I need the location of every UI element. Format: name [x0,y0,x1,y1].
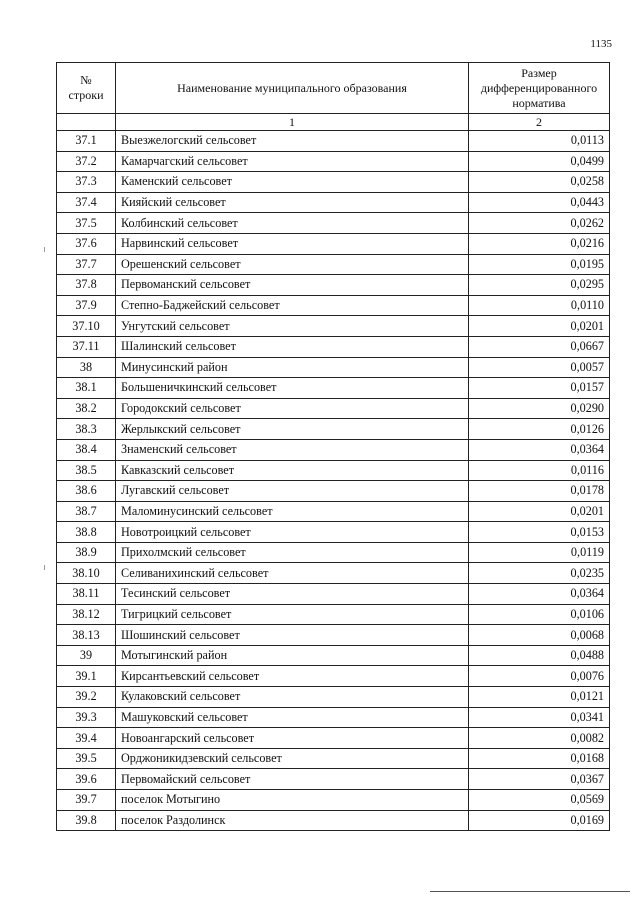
municipality-name: поселок Мотыгино [116,790,469,811]
municipality-name: Кияйский сельсовет [116,192,469,213]
table-row [57,501,610,522]
row-number: 39.7 [57,790,116,811]
row-number: 38.11 [57,584,116,605]
row-number: 38.8 [57,522,116,543]
row-number: 38 [57,357,116,378]
table-row [57,336,610,357]
table-row [57,316,610,337]
normative-value: 0,0667 [469,336,610,357]
row-number: 37.2 [57,151,116,172]
header-size-line-1: Размер [521,65,557,80]
municipality-name: Первоманский сельсовет [116,275,469,296]
table-row [57,357,610,378]
normative-value: 0,0443 [469,192,610,213]
table-row [57,625,610,646]
row-number: 37.3 [57,172,116,193]
row-number: 37.11 [57,336,116,357]
normative-value: 0,0121 [469,687,610,708]
row-number: 38.7 [57,501,116,522]
table-header [57,63,610,131]
municipality-name: Орешенский сельсовет [116,254,469,275]
column-index-empty [57,114,116,131]
municipality-name: Степно-Баджейский сельсовет [116,295,469,316]
normative-value: 0,0168 [469,748,610,769]
normative-value: 0,0216 [469,233,610,254]
municipality-name: Тесинский сельсовет [116,584,469,605]
municipality-name: Знаменский сельсовет [116,439,469,460]
normative-value: 0,0082 [469,728,610,749]
row-number: 39.2 [57,687,116,708]
table-row [57,254,610,275]
table-row [57,131,610,152]
margin-tick [44,565,45,570]
normative-value: 0,0499 [469,151,610,172]
header-number-word: строки [68,88,104,102]
municipality-name: Кулаковский сельсовет [116,687,469,708]
municipality-name: Шошинский сельсовет [116,625,469,646]
row-number: 38.6 [57,481,116,502]
normative-value: 0,0569 [469,790,610,811]
municipality-name: Мотыгинский район [116,645,469,666]
header-normative-size [469,63,610,114]
row-number: 38.12 [57,604,116,625]
normative-value: 0,0169 [469,810,610,831]
normative-value: 0,0341 [469,707,610,728]
municipality-name: Прихолмский сельсовет [116,542,469,563]
municipality-name: Лугавский сельсовет [116,481,469,502]
normative-value: 0,0258 [469,172,610,193]
row-number: 37.5 [57,213,116,234]
normative-value: 0,0364 [469,439,610,460]
normative-value: 0,0201 [469,501,610,522]
table-row [57,728,610,749]
header-size-line-3: норматива [512,95,566,110]
normative-value: 0,0290 [469,398,610,419]
margin-tick [44,247,45,252]
normative-value: 0,0153 [469,522,610,543]
table-row [57,460,610,481]
municipality-name: Большеничкинский сельсовет [116,378,469,399]
row-number: 37.8 [57,275,116,296]
normative-value: 0,0119 [469,542,610,563]
municipality-name: Новотроицкий сельсовет [116,522,469,543]
normative-value: 0,0110 [469,295,610,316]
row-number: 38.4 [57,439,116,460]
table-row [57,584,610,605]
municipality-name: Колбинский сельсовет [116,213,469,234]
row-number: 38.10 [57,563,116,584]
municipality-name: Кавказский сельсовет [116,460,469,481]
header-municipality-name: Наименование муниципального образования [116,63,469,114]
row-number: 39.4 [57,728,116,749]
normative-value: 0,0235 [469,563,610,584]
municipality-name: Маломинусинский сельсовет [116,501,469,522]
municipality-name: Городокский сельсовет [116,398,469,419]
municipality-name: Первомайский сельсовет [116,769,469,790]
municipality-name: Унгутский сельсовет [116,316,469,337]
normative-value: 0,0126 [469,419,610,440]
municipality-name: Минусинский район [116,357,469,378]
municipality-name: Каменский сельсовет [116,172,469,193]
normative-value: 0,0116 [469,460,610,481]
table-row [57,522,610,543]
table-row [57,419,610,440]
table-row [57,604,610,625]
header-row-number [57,63,116,114]
table-row [57,295,610,316]
municipality-name: Нарвинский сельсовет [116,233,469,254]
table-body [57,131,610,831]
table-row [57,192,610,213]
municipality-name: Выезжелогский сельсовет [116,131,469,152]
table-row [57,645,610,666]
row-number: 38.2 [57,398,116,419]
row-number: 39 [57,645,116,666]
normatives-table [56,62,610,831]
table-row [57,748,610,769]
table-row [57,213,610,234]
municipality-name: Жерлыкский сельсовет [116,419,469,440]
row-number: 37.6 [57,233,116,254]
normative-value: 0,0295 [469,275,610,296]
normative-value: 0,0262 [469,213,610,234]
table-row [57,481,610,502]
header-number-sign: № [80,73,92,87]
row-number: 38.1 [57,378,116,399]
row-number: 37.9 [57,295,116,316]
row-number: 38.9 [57,542,116,563]
page-number: 1135 [590,38,612,50]
table-row [57,790,610,811]
table-row [57,563,610,584]
table-row [57,439,610,460]
normative-value: 0,0178 [469,481,610,502]
table-row [57,172,610,193]
normative-value: 0,0157 [469,378,610,399]
column-index-row [57,114,610,131]
row-number: 39.8 [57,810,116,831]
column-index-1: 1 [116,114,469,131]
footer-rule [430,891,630,892]
table-row [57,233,610,254]
municipality-name: Кирсантьевский сельсовет [116,666,469,687]
row-number: 39.5 [57,748,116,769]
header-size-line-2: дифференцированного [480,80,598,95]
municipality-name: поселок Раздолинск [116,810,469,831]
row-number: 39.1 [57,666,116,687]
normative-value: 0,0057 [469,357,610,378]
table-row [57,769,610,790]
row-number: 37.1 [57,131,116,152]
table-row [57,810,610,831]
table-row [57,707,610,728]
row-number: 38.13 [57,625,116,646]
normative-value: 0,0076 [469,666,610,687]
table-row [57,275,610,296]
normative-value: 0,0364 [469,584,610,605]
normative-value: 0,0201 [469,316,610,337]
normative-value: 0,0488 [469,645,610,666]
municipality-name: Орджоникидзевский сельсовет [116,748,469,769]
normative-value: 0,0195 [469,254,610,275]
municipality-name: Новоангарский сельсовет [116,728,469,749]
normative-value: 0,0068 [469,625,610,646]
normative-value: 0,0113 [469,131,610,152]
row-number: 37.4 [57,192,116,213]
row-number: 39.6 [57,769,116,790]
table-row [57,666,610,687]
row-number: 37.10 [57,316,116,337]
table-row [57,542,610,563]
municipality-name: Машуковский сельсовет [116,707,469,728]
normative-value: 0,0367 [469,769,610,790]
table-row [57,378,610,399]
normative-value: 0,0106 [469,604,610,625]
row-number: 38.5 [57,460,116,481]
municipality-name: Селиванихинский сельсовет [116,563,469,584]
table-row [57,687,610,708]
column-index-2: 2 [469,114,610,131]
row-number: 38.3 [57,419,116,440]
municipality-name: Камарчагский сельсовет [116,151,469,172]
row-number: 39.3 [57,707,116,728]
municipality-name: Тигрицкий сельсовет [116,604,469,625]
municipality-name: Шалинский сельсовет [116,336,469,357]
table-row [57,398,610,419]
row-number: 37.7 [57,254,116,275]
table-row [57,151,610,172]
